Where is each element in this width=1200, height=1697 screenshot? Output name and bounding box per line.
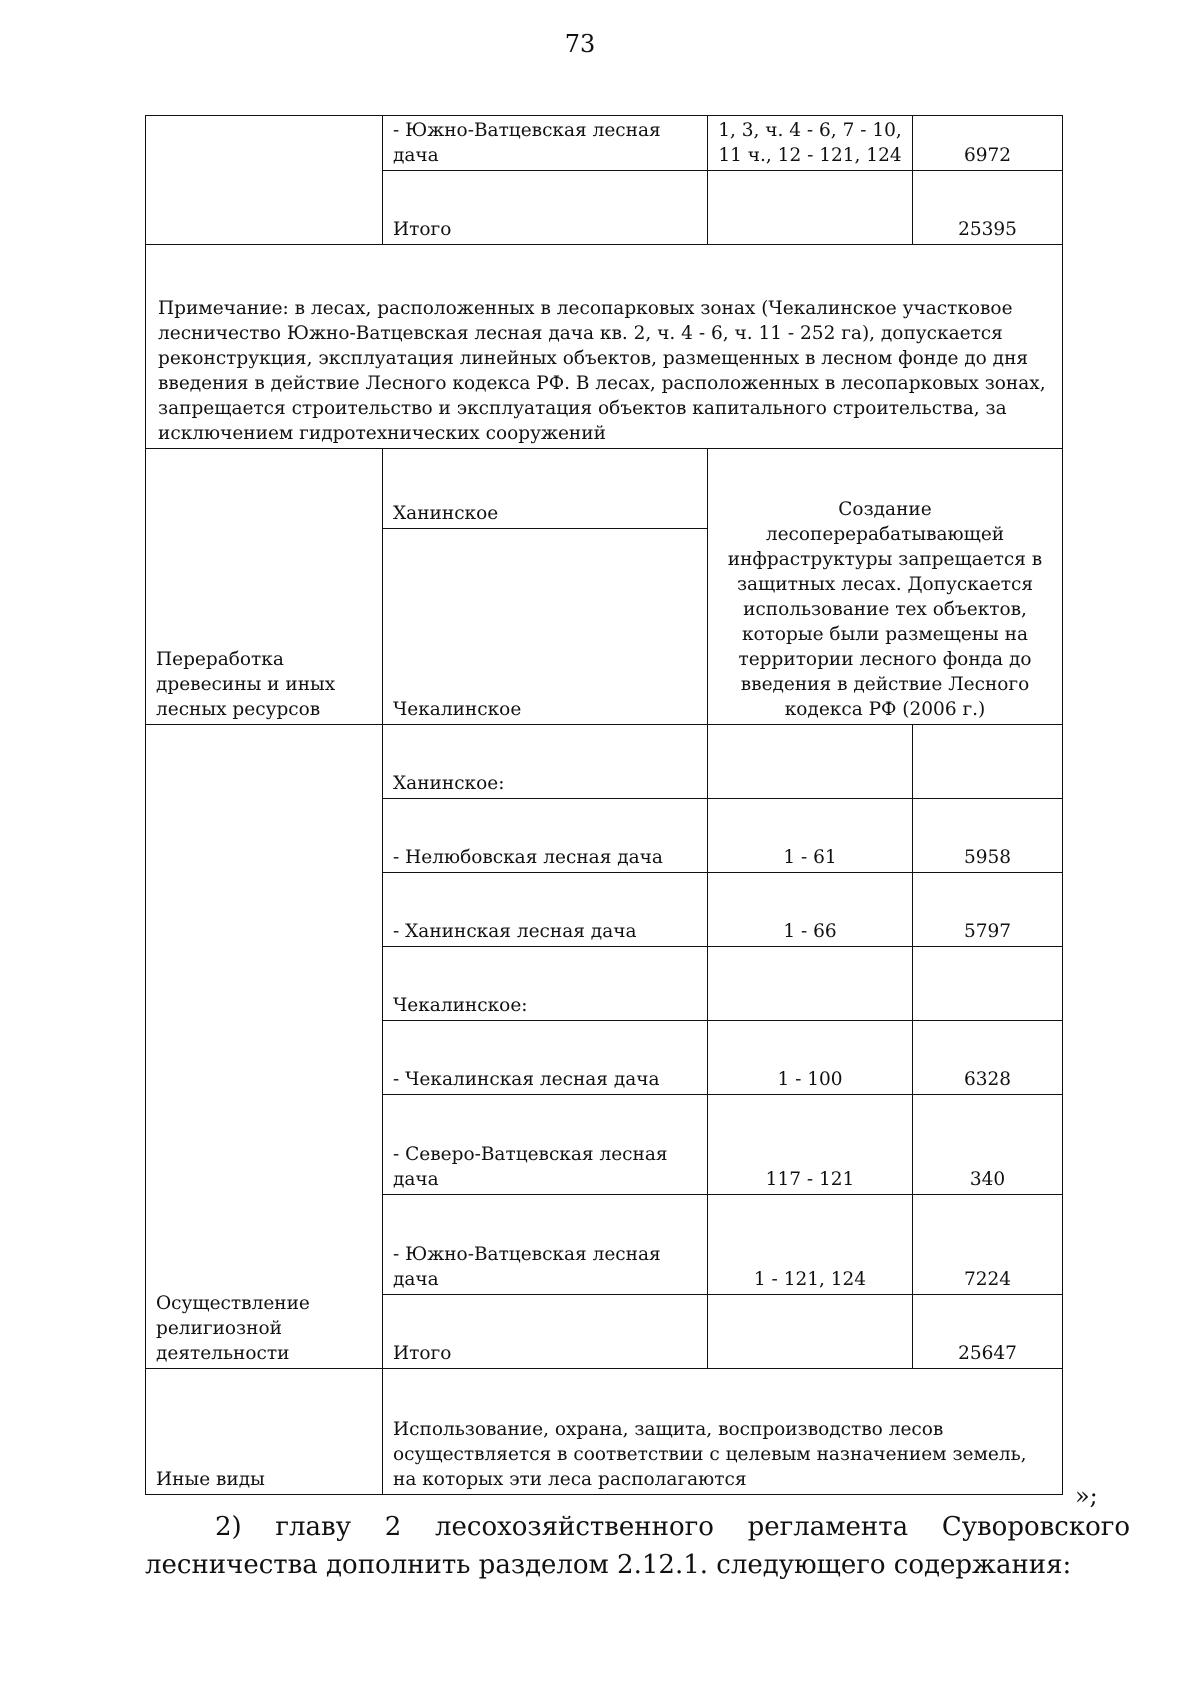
area-cell: 5797 bbox=[913, 873, 1063, 947]
table-row bbox=[146, 116, 1063, 171]
quarters-cell bbox=[708, 1295, 913, 1369]
area-cell: 25647 bbox=[913, 1295, 1063, 1369]
object-cell: - Нелюбовская лесная дача bbox=[383, 799, 708, 873]
object-cell: - Южно-Ватцевская лесная дача bbox=[383, 116, 708, 171]
religious-type-cell: Осуществление религиозной деятельности bbox=[146, 725, 383, 1369]
quarters-cell: 1, 3, ч. 4 - 6, 7 - 10, 11 ч., 12 - 121, 124 bbox=[708, 116, 913, 171]
quarters-cell bbox=[708, 725, 913, 799]
quarters-cell bbox=[708, 171, 913, 245]
closing-quote: »; bbox=[1075, 1482, 1098, 1510]
processing-type-cell: Переработка древесины и иных лесных ресурсов bbox=[146, 449, 383, 725]
object-cell: Итого bbox=[383, 171, 708, 245]
object-cell: - Южно-Ватцевская лесная дача bbox=[383, 1195, 708, 1295]
forestry-cell: Чекалинское bbox=[383, 529, 708, 725]
amendment-paragraph: 2) главу 2 лесохозяйственного регламента Суворовского лесничества дополнить разделом 2.12.1. следующего содержания: bbox=[145, 1512, 1130, 1580]
object-cell: Чекалинское: bbox=[383, 947, 708, 1021]
table-row bbox=[146, 449, 1063, 529]
other-text-cell: Использование, охрана, защита, воспроизводство лесов осуществляется в соответствии с целевым назначением земель, на которых эти леса располагаются bbox=[383, 1369, 1063, 1495]
area-cell: 340 bbox=[913, 1095, 1063, 1195]
quarters-cell: 1 - 61 bbox=[708, 799, 913, 873]
table-row bbox=[146, 725, 1063, 799]
area-cell bbox=[913, 947, 1063, 1021]
quarters-cell: 1 - 100 bbox=[708, 1021, 913, 1095]
page-number: 73 bbox=[564, 30, 596, 58]
area-cell: 6972 bbox=[913, 116, 1063, 171]
object-cell: - Северо-Ватцевская лесная дача bbox=[383, 1095, 708, 1195]
other-type-cell: Иные виды bbox=[146, 1369, 383, 1495]
area-cell: 25395 bbox=[913, 171, 1063, 245]
processing-text-cell: Создание лесоперерабатывающей инфраструктуры запрещается в защитных лесах. Допускается использование тех объектов, которые были размещены на территории лесного фонда до введения в действие Лесного кодекса РФ (2006 г.) bbox=[708, 449, 1063, 725]
object-cell: - Чекалинская лесная дача bbox=[383, 1021, 708, 1095]
note-text: Примечание: в лесах, расположенных в лесопарковых зонах (Чекалинское участковое лесничество Южно-Ватцевская лесная дача кв. 2, ч. 4 - 6, ч. 11 - 252 га), допускается реконструкция, эксплуатация линейных объектов, размещенных в лесном фонде до дня введения в действие Лесного кодекса РФ. В лесах, расположенных в лесопарковых зонах, запрещается строительство и эксплуатация объектов капитального строительства, за исключением гидротехнических сооружений bbox=[146, 245, 1063, 449]
area-cell: 7224 bbox=[913, 1195, 1063, 1295]
quarters-cell: 117 - 121 bbox=[708, 1095, 913, 1195]
forestry-cell: Ханинское bbox=[383, 449, 708, 529]
table-row bbox=[146, 1369, 1063, 1495]
quarters-cell bbox=[708, 947, 913, 1021]
empty-type-cell bbox=[146, 116, 383, 245]
object-cell: Ханинское: bbox=[383, 725, 708, 799]
object-cell: - Ханинская лесная дача bbox=[383, 873, 708, 947]
quarters-cell: 1 - 121, 124 bbox=[708, 1195, 913, 1295]
quarters-cell: 1 - 66 bbox=[708, 873, 913, 947]
area-cell bbox=[913, 725, 1063, 799]
regulation-table bbox=[145, 115, 1063, 1495]
area-cell: 6328 bbox=[913, 1021, 1063, 1095]
object-cell: Итого bbox=[383, 1295, 708, 1369]
area-cell: 5958 bbox=[913, 799, 1063, 873]
note-row bbox=[146, 245, 1063, 449]
